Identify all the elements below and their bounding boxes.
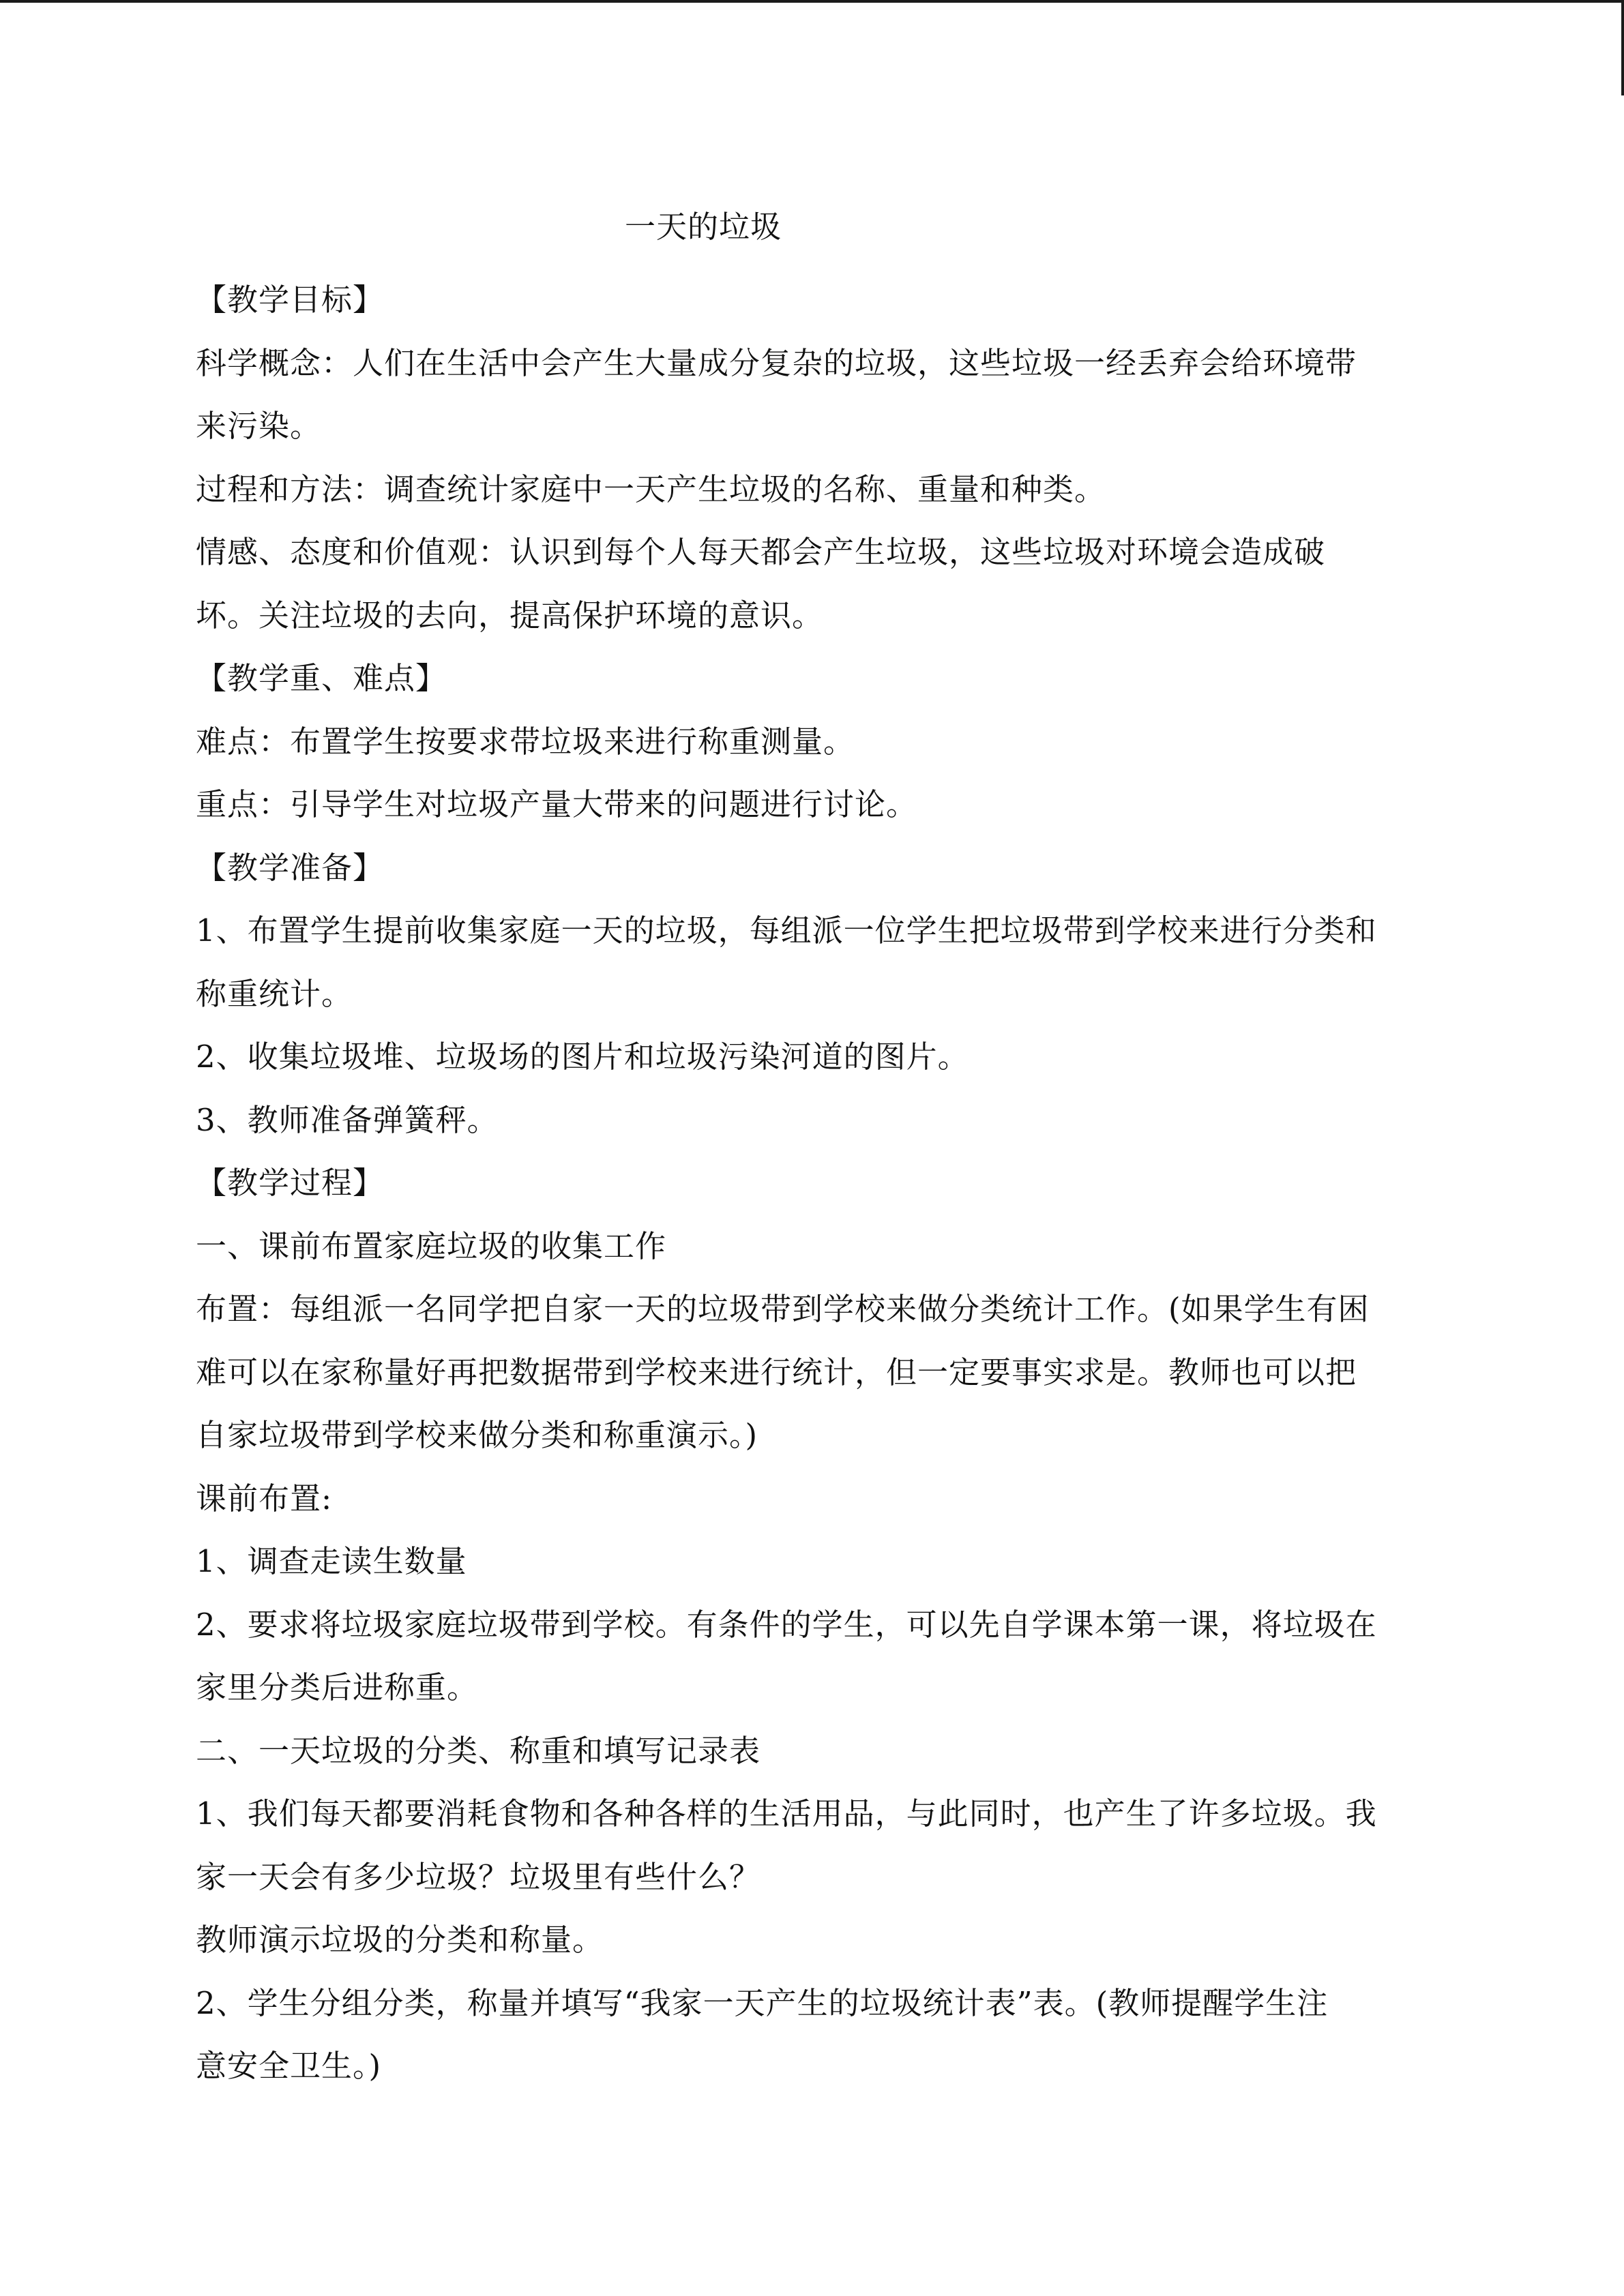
paragraph-line: 坏。关注垃圾的去向，提高保护环境的意识。 — [196, 597, 824, 633]
paragraph-line: 2、要求将垃圾家庭垃圾带到学校。有条件的学生，可以先自学课本第一课，将垃圾在 — [196, 1606, 1377, 1643]
section-heading-objectives: 【教学目标】 — [196, 282, 385, 318]
paragraph-line: 自家垃圾带到学校来做分类和称重演示。) — [196, 1417, 758, 1453]
page-top-border — [0, 0, 1624, 3]
paragraph-line: 2、收集垃圾堆、垃圾场的图片和垃圾污染河道的图片。 — [196, 1039, 969, 1075]
paragraph-line: 布置：每组派一名同学把自家一天的垃圾带到学校来做分类统计工作。(如果学生有困 — [196, 1291, 1370, 1327]
paragraph-line: 课前布置: — [196, 1480, 333, 1517]
paragraph-line: 重点：引导学生对垃圾产量大带来的问题进行讨论。 — [196, 786, 918, 822]
paragraph-line: 家一天会有多少垃圾？垃圾里有些什么？ — [196, 1858, 761, 1895]
section-heading-process: 【教学过程】 — [196, 1165, 385, 1201]
paragraph-line: 意安全卫生。) — [196, 2048, 382, 2084]
section-heading-preparation: 【教学准备】 — [196, 849, 385, 886]
paragraph-line: 1、布置学生提前收集家庭一天的垃圾，每组派一位学生把垃圾带到学校来进行分类和 — [196, 912, 1377, 949]
paragraph-line: 过程和方法：调查统计家庭中一天产生垃圾的名称、重量和种类。 — [196, 471, 1106, 507]
paragraph-line: 3、教师准备弹簧秤。 — [196, 1101, 499, 1138]
page-right-edge — [1621, 0, 1624, 95]
paragraph-line: 2、学生分组分类，称量并填写“我家一天产生的垃圾统计表”表。(教师提醒学生注 — [196, 1984, 1329, 2021]
paragraph-line: 1、我们每天都要消耗食物和各种各样的生活用品，与此同时，也产生了许多垃圾。我 — [196, 1795, 1377, 1832]
paragraph-line: 家里分类后进称重。 — [196, 1669, 479, 1705]
document-title: 一天的垃圾 — [624, 209, 782, 245]
paragraph-line: 来污染。 — [196, 408, 322, 444]
paragraph-line: 科学概念：人们在生活中会产生大量成分复杂的垃圾，这些垃圾一经丢弃会给环境带 — [196, 344, 1357, 381]
paragraph-line: 称重统计。 — [196, 975, 353, 1012]
paragraph-line: 难点：布置学生按要求带垃圾来进行称重测量。 — [196, 723, 855, 760]
section-heading-key-points: 【教学重、难点】 — [196, 660, 447, 696]
paragraph-line: 二、一天垃圾的分类、称重和填写记录表 — [196, 1732, 761, 1769]
paragraph-line: 1、调查走读生数量 — [196, 1543, 467, 1579]
paragraph-line: 情感、态度和价值观：认识到每个人每天都会产生垃圾，这些垃圾对环境会造成破 — [196, 534, 1326, 570]
paragraph-line: 难可以在家称量好再把数据带到学校来进行统计，但一定要事实求是。教师也可以把 — [196, 1354, 1357, 1390]
paragraph-line: 一、课前布置家庭垃圾的收集工作 — [196, 1227, 667, 1264]
document-body — [196, 269, 1423, 2098]
paragraph-line: 教师演示垃圾的分类和称量。 — [196, 1922, 604, 1958]
